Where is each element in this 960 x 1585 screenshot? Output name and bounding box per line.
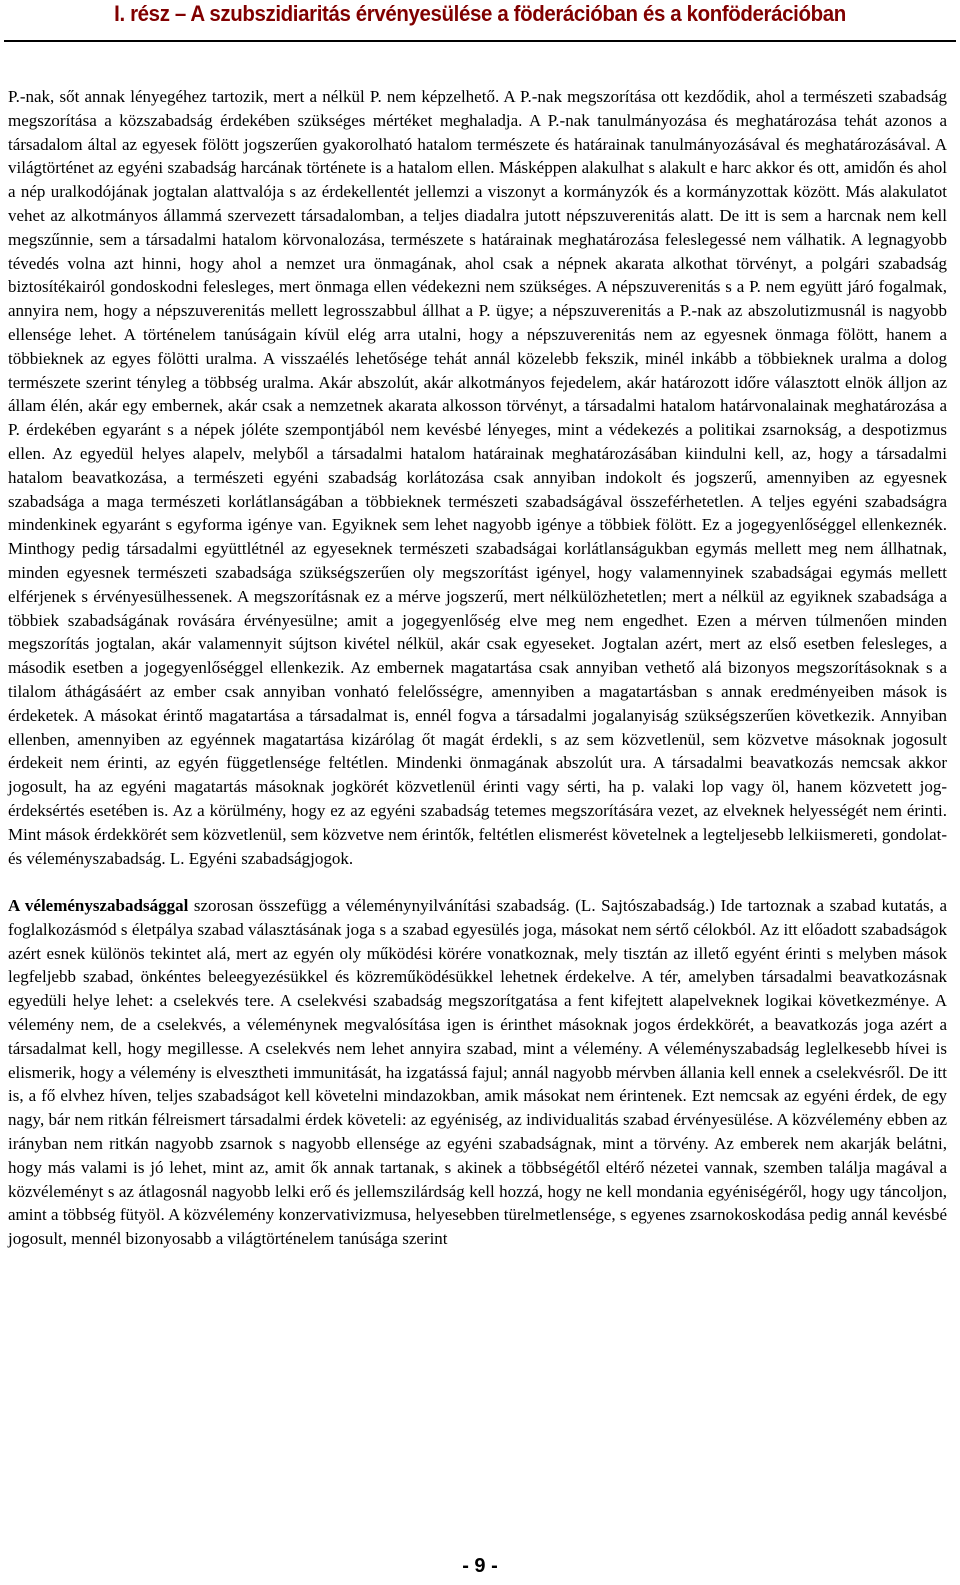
paragraph-2 [8,894,947,1251]
paragraph-1: P.-nak, sőt annak lényegéhez tartozik, mert a nélkül P. nem képzelhető. A P.-nak megszorítása ott kezdődik, ahol a természeti szabadság megszorítása a közszabadság érdekében szükséges mértéket meghaladja. A P.-nak tanulmányozása és meghatározása tehát azonos a társadalom által az egyesek fölött jogszerűen gyakorolható hatalom természete és határainak tanulmányozásával és meghatározásával. A világtörténet az egyéni szabadság harcának története is a hatalom ellen. Másképpen alakulhat s alakult e harc akkor és ott, amidőn és ahol a nép uralkodójának jogtalan alattvalója s az érdekellentét jellemzi a viszonyt a kormányzók és a kormányzottak között. Más alakulatot vehet az alkotmányos állammá szervezett társadalomban, a teljes diadalra jutott népszuverenitás alatt. De itt is sem a harcnak nem kell megszűnnie, sem a társadalmi hatalom körvonalozása, természete s határainak meghatározása feleslegessé nem válhatik. A legnagyobb tévedés volna azt hinni, hogy ahol a nemzet ura önmagának, ahol csak a népnek akarata alkothat törvényt, a polgári szabadság biztosítékairól gondoskodni felesleges, mert önmaga ellen védekezni nem szükséges. A népszuverenitás s a P. nem együtt járó fogalmak, annyira nem, hogy a népszuverenitás mellett legrosszabbul állhat a P. ügye; a népszuverenitás a P.-nak az abszolutizmusnál is nagyobb ellensége lehet. A történelem tanúságain kívül elég arra utalni, hogy a népszuverenitás nem az egyesnek önmaga fölött, hanem a többieknek az egyes fölötti uralma. A visszaélés lehetősége tehát annál közelebb fekszik, minél inkább a többieknek uralma a dolog természete szerint tényleg a többség uralma. Akár abszolút, akár alkotmányos fejedelem, akár határozott időre választott elnök álljon az állam élén, akár egy embernek, akár csak a nemzetnek akarata alkosson törvényt, a társadalmi hatalom határvonalainak meghatározása a P. érdekében egyaránt s a népek jóléte szempontjából nem kevésbé lényeges, mint a védekezés a politikai zsarnokság, a despotizmus ellen. Az egyedül helyes alapelv, melyből a társadalmi hatalom határainak meghatározásában kiindulni kell, az, hogy a társadalmi hatalom beavatkozása, a természeti egyéni szabadság korlátozása csak annyiban indokolt és jogszerű, amennyiben az egyesnek szabadsága a maga természeti korlátlanságában a többieknek természeti szabadságával összeférhetetlen. A teljes egyéni szabadságra mindenkinek egyaránt s egyforma igénye van. Egyiknek sem lehet nagyobb igénye a többiek fölött. Ez a jogegyenlőséggel ellenkeznék. Minthogy pedig társadalmi együttlétnél az egyeseknek természeti szabadságai korlátlanságukban egymás mellett meg nem állhatnak, minden egyesnek természeti szabadsága szükségszerűen oly megszorítást igényel, hogy valamennyinek szabadságai egymás mellett elférjenek s érvényesülhessenek. A megszorításnak ez a mérve jogszerű, mert nélkülözhetetlen; mert a nélkül az egyiknek szabadsága a többiek szabadságának rovására érvényesülne; amit a jogegyenlőség elve meg nem engedhet. Ezen a mérven túlmenően minden megszorítás jogtalan, akár valamennyit sújtson kivétel nélkül, akár csak egyeseket. Jogtalan azért, mert az első esetben felesleges, a második esetben a jogegyenlőséggel ellenkezik. Az embernek magatartása csak annyiban vethető alá bizonyos megszorításoknak s a tilalom áthágásáért az ember csak annyiban vonható felelősségre, amennyiben a magatartásban s annak eredményeiben mások is érdeketek. A másokat érintő magatartása a társadalmat is, ennél fogva a társadalmi jogalanyiság szükségszerűen következik. Annyiban ellenben, amennyiben az egyénnek magatartása kizárólag őt magát érdekli, s az sem közvetlenül, sem közvetve másoknak jogosult érdekeit nem érinti, az egyén függetlensége feltétlen. Mindenki önmagának abszolút ura. A társadalmi beavatkozás nemcsak akkor jogosult, ha az egyéni magatartás másoknak jogkörét közvetlenül érinti vagy sérti, ha p. valaki lop vagy öl, hanem közvetett jog-érdeksértés esetében is. Az a körülmény, hogy ez az egyéni szabadság tetemes megszorítására vezet, az elveknek helyességét nem érinti. Mint mások érdekkörét sem közvetlenül, sem közvetve nem érintők, feltétlen elismerést követelnek a legteljesebb lelkiismereti, gondolat- és véleményszabadság. L. Egyéni szabadságjogok. [8,87,947,868]
paragraph-2-text: szorosan összefügg a véleménynyilvánítási szabadság. (L. Sajtószabadság.) Ide tartoznak a szabad kutatás, a foglalkozásmód s életpálya szabad választásának joga s a szabad egyesülés joga, másokat nem sértő célokból. Az itt előadott szabadságok azért esnek különös tekintet alá, mert az egyén oly működési körére vonatkoznak, mely tisztán az illető egyént érinti s melyben mások legfeljebb szabad, önkéntes beleegyezésükkel és közreműködésükkel lehetnek érdekelve. A tér, amelyben társadalmi beavatkozásnak egyedüli helye lehet: a cselekvés tere. A cselekvési szabadság megszorítgatása a fent kifejtett alapelveknek logikai következménye. A vélemény nem, de a cselekvés, a véleménynek megvalósítása igen is érinthet másoknak jogos érdekkörét, a beavatkozás joga azért a társadalmat kell, hogy megillesse. A cselekvés nem lehet annyira szabad, mint a vélemény. A véleményszabadság leglelkesebb hívei is elismerik, hogy a vélemény is elvesztheti immunitását, ha izgatássá fajul; annál nagyobb mérvben állania kell ennek a cselekvésről. De itt is, a fő elvhez híven, teljes szabadságot kell követelni mindazokban, amik másokat nem érintenek. Ezt nemcsak az egyéni érdek, de egy nagy, bár nem ritkán félreismert társadalmi érdek követeli: az egyéniség, az individualitás szabad érvényesülése. A közvélemény ebben az irányban nem ritkán nagyobb zsarnok s nagyobb ellensége az egyéni szabadságnak, mint a törvény. Az emberek nem akarják belátni, hogy más valami is jó lehet, mint az, amit ők annak tartanak, s akinek a többségétől eltérő nézetei vannak, szemben találja magával a közvéleményt s az átlagosnál nagyobb lelki erő és jellemszilárdság kell hozzá, hogy ne kell mondania egyéniségéről, hogy ugy táncoljon, amint a többség fütyöl. A közvélemény konzervativizmusa, helyesebben türelmetlensége, s egyenes zsarnokoskodása pedig annál kevésbé jogosult, mennél bizonyosabb a világtörténelem tanúsága szerint [8,896,947,1249]
paragraph-2-lead: A véleményszabadsággal [8,896,189,916]
header-divider [4,40,956,42]
running-header: I. rész – A szubszidiaritás érvényesülése a föderációban és a konföderációban [114,1,846,26]
page-number: - 9 - [462,1555,498,1577]
body-text [8,85,947,1251]
